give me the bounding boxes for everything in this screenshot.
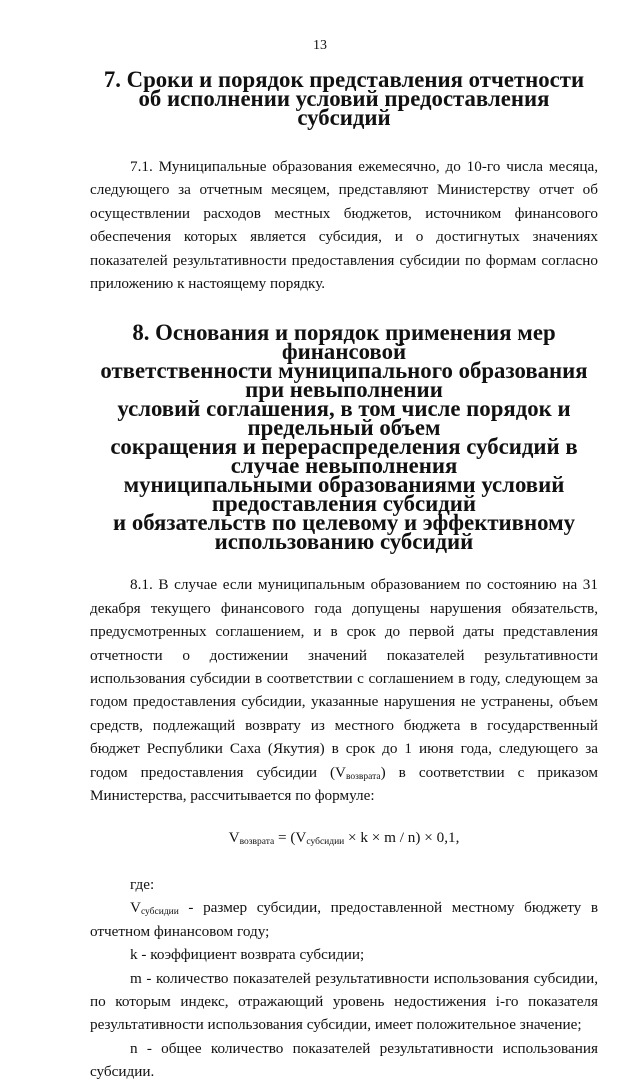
- formula-tail: × k × m / n) × 0,1,: [344, 828, 460, 846]
- where-label: где:: [130, 875, 155, 893]
- definition-m: m - количество показателей результативности использования субсидии, по которым индекс, отражающий уровень недостижения i-го показателя результативности использования субсидии, имеет положительное значение;: [90, 969, 598, 1034]
- formula-sub-subsidii: субсидии: [306, 836, 345, 847]
- definition-v-var: V: [130, 899, 141, 917]
- formula: [90, 826, 598, 849]
- definition-k: k - коэффициент возврата субсидии;: [130, 946, 365, 964]
- page-content: [90, 67, 598, 1084]
- heading-line: условий соглашения, в том числе порядок и предельный объем: [117, 396, 571, 441]
- heading-line: 8. Основания и порядок применения мер финансовой: [132, 320, 556, 365]
- definition-v: [90, 896, 598, 943]
- section-7-heading: [90, 67, 598, 130]
- formula-var: V: [228, 828, 240, 846]
- paragraph-7-1: 7.1. Муниципальные образования ежемесячно, до 10-го числа месяца, следующего за отчетным месяцем, представляют Министерству отчет об осуществлении расходов местных бюджетов, источником финансового обеспечения которых является субсидия, и о достигнутых значениях показателей результативности предоставления субсидии по формам согласно приложению к настоящему порядку.: [90, 158, 598, 293]
- paragraph-8-1-text: 8.1. В случае если муниципальным образованием по состоянию на 31 декабря текущего финансового года допущены нарушения обязательств, предусмотренных соглашением, и в срок до первой даты представления отчетности о достижении значений показателей результативности использования субсидии в соответствии с соглашением в году, следующем за годом предоставления субсидии, указанные нарушения не устранены, объем средств, подлежащий возврату из местного бюджета в государственный бюджет Республики Саха (Якутия) в срок до 1 июня года, следующего за годом предоставления субсидии (V: [90, 576, 598, 781]
- heading-line: об исполнении условий предоставления субсидий: [138, 86, 550, 130]
- section-8-heading: [90, 320, 598, 555]
- formula-sub-vozvrata: возврата: [239, 836, 275, 847]
- definition-n: n - общее количество показателей результативности использования субсидии.: [90, 1039, 598, 1081]
- definition-v-sub: субсидии: [140, 907, 179, 918]
- paragraph-8-1: [90, 573, 598, 807]
- heading-line: и обязательств по целевому и эффективному использованию субсидий: [112, 510, 575, 555]
- heading-line: 7. Сроки и порядок представления отчетности: [103, 67, 585, 92]
- definition-v-text: - размер субсидии, предоставленной местному бюджету в отчетном финансовом году;: [90, 899, 598, 940]
- paragraph-8-1-end: ) в соответствии с приказом Министерства, рассчитывается по формуле:: [90, 763, 598, 805]
- page-number: 13: [313, 38, 327, 53]
- formula-mid: = (V: [274, 828, 307, 846]
- subscript-vozvrata: возврата: [346, 771, 381, 782]
- heading-line: муниципальными образованиями условий предоставления субсидий: [123, 472, 565, 517]
- heading-line: сокращения и перераспределения субсидий в случае невыполнения: [110, 434, 578, 479]
- heading-line: ответственности муниципального образования при невыполнении: [100, 358, 588, 403]
